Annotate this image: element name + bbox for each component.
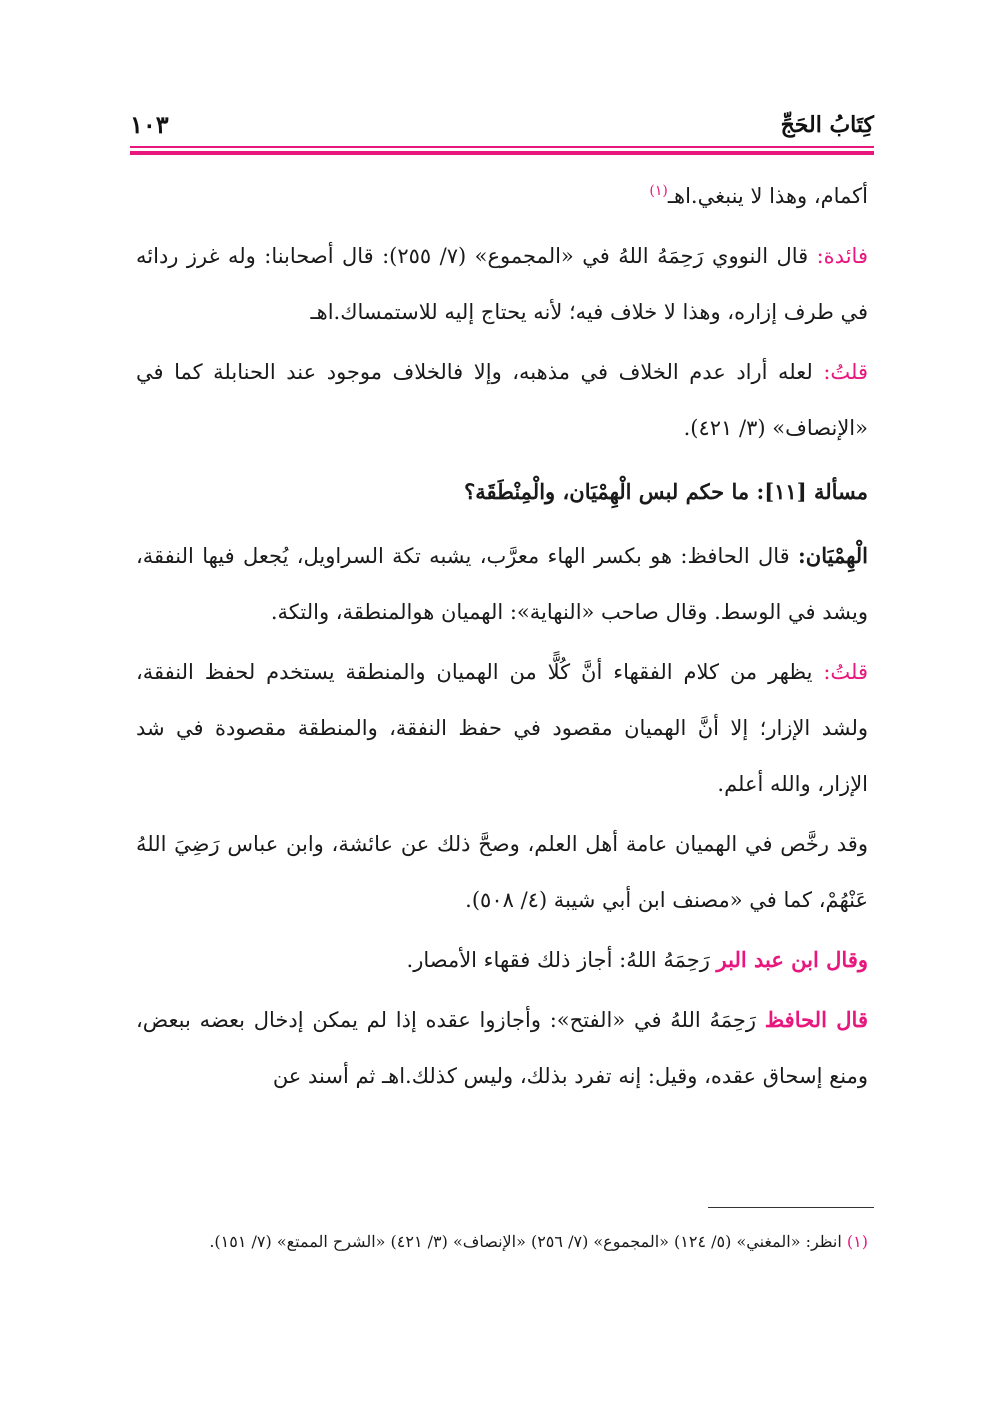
header-rule-thin xyxy=(130,146,874,148)
body-text xyxy=(136,168,868,1108)
page-header xyxy=(130,112,874,148)
paragraph-1 xyxy=(136,168,868,224)
footnotes xyxy=(136,1228,868,1256)
paragraph-1-text: أكمام، وهذا لا ينبغي.اهـ xyxy=(667,184,868,208)
qultu-label: قلتُ: xyxy=(823,360,868,384)
paragraph-2-text: قال النووي رَحِمَهُ اللهُ في «المجموع» (٧/ ٢٥٥): قال أصحابنا: وله غرز ردائه في طرف إزاره، وهذا لا خلاف فيه؛ لأنه يحتاج إليه للاستمساك.اهـ xyxy=(136,244,868,324)
paragraph-6-text: وقد رخَّص في الهميان عامة أهل العلم، وصحَّ ذلك عن عائشة، وابن عباس رَضِيَ اللهُ عَنْهُمْ، كما في «مصنف ابن أبي شيبة (٤/ ٥٠٨). xyxy=(136,832,868,912)
paragraph-4-text: قال الحافظ: هو بكسر الهاء معرَّب، يشبه تكة السراويل، يُجعل فيها النفقة، ويشد في الوسط. وقال صاحب «النهاية»: الهميان هوالمنطقة، والتكة. xyxy=(136,544,868,624)
paragraph-3-text: لعله أراد عدم الخلاف في مذهبه، وإلا فالخلاف موجود عند الحنابلة كما في «الإنصاف» (٣/ ٤٢١). xyxy=(136,360,868,440)
heading-text: ما حكم لبس الْهِمْيَان، والْمِنْطَقَة؟ xyxy=(464,479,757,504)
paragraph-7 xyxy=(136,932,868,988)
qultu-label-2: قلتُ: xyxy=(823,660,868,684)
paragraph-2 xyxy=(136,228,868,340)
ibn-abd-al-barr-label: وقال ابن عبد البر xyxy=(716,947,868,972)
al-hafiz-label: قال الحافظ xyxy=(764,1007,868,1032)
section-heading xyxy=(136,464,868,520)
paragraph-8-text: رَحِمَهُ اللهُ في «الفتح»: وأجازوا عقده إذا لم يمكن إدخال بعضه ببعض، ومنع إسحاق عقده، وقيل: إنه تفرد بذلك، وليس كذلك.اهـ ثم أسند عن xyxy=(136,1008,868,1088)
paragraph-6 xyxy=(136,816,868,928)
term-label: الْهِمْيَان: xyxy=(798,543,868,568)
book-title: كِتَابُ الحَجِّ xyxy=(780,112,874,138)
paragraph-8 xyxy=(136,992,868,1104)
paragraph-5 xyxy=(136,644,868,812)
footnote-divider xyxy=(708,1207,874,1208)
footnote-ref: (١) xyxy=(649,183,668,199)
footnote-number: (١) xyxy=(846,1232,868,1251)
paragraph-4 xyxy=(136,528,868,640)
paragraph-5-text: يظهر من كلام الفقهاء أنَّ كُلًّا من الهميان والمنطقة يستخدم لحفظ النفقة، ولشد الإزار؛ إلا أنَّ الهميان مقصود في حفظ النفقة، والمنطقة مقصودة في شد الإزار، والله أعلم. xyxy=(136,660,868,796)
paragraph-7-text: رَحِمَهُ اللهُ: أجاز ذلك فقهاء الأمصار. xyxy=(406,948,717,972)
faida-label: فائدة: xyxy=(816,244,868,268)
page-number: ١٠٣ xyxy=(130,110,169,139)
footnote-text: انظر: «المغني» (٥/ ١٢٤) «المجموع» (٧/ ٢٥٦) «الإنصاف» (٣/ ٤٢١) «الشرح الممتع» (٧/ ١٥١). xyxy=(209,1232,847,1251)
heading-label: مسألة [١١]: xyxy=(756,479,868,504)
header-rule-thick xyxy=(130,151,874,155)
paragraph-3 xyxy=(136,344,868,456)
